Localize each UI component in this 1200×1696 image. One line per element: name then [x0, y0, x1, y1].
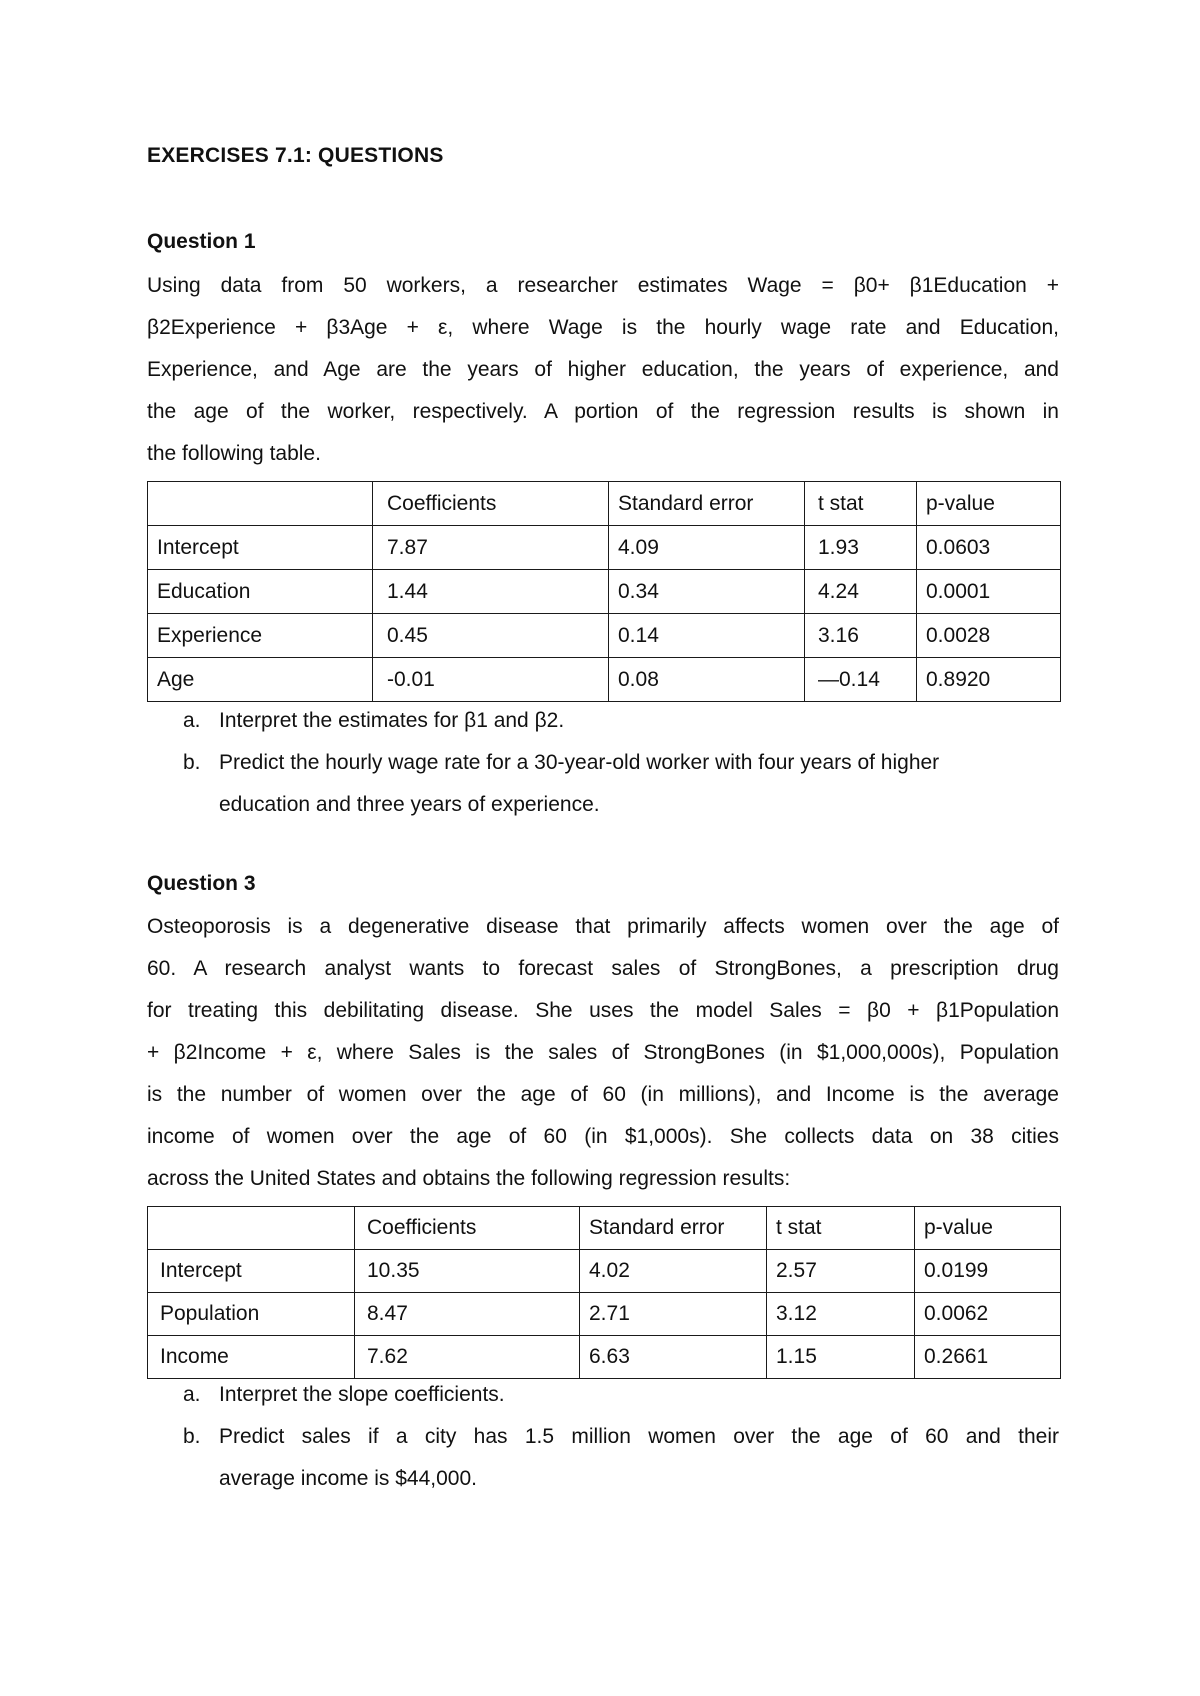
table-row — [148, 570, 1061, 614]
item-text: education and three years of experience. — [219, 793, 600, 816]
paragraph-line: the age of the worker, respectively. A portion of the regression results is shown in — [147, 400, 1059, 423]
table-row — [148, 526, 1061, 570]
table-cell: 4.24 — [805, 570, 917, 614]
table-cell: 3.16 — [805, 614, 917, 658]
question-3-text — [147, 906, 1059, 1200]
table-cell: 0.2661 — [915, 1336, 1061, 1379]
table-cell: 0.0062 — [915, 1293, 1061, 1336]
table-header-row — [148, 1207, 1061, 1250]
table-row — [148, 1336, 1061, 1379]
table-cell: 2.57 — [767, 1250, 915, 1293]
question-3-subquestions — [147, 1374, 1059, 1500]
paragraph-line: β2Experience + β3Age + ε, where Wage is the hourly wage rate and Education, — [147, 316, 1059, 339]
paragraph-line: Using data from 50 workers, a researcher estimates Wage = β0+ β1Education + — [147, 274, 1059, 297]
paragraph-line: the following table. — [147, 442, 321, 465]
row-label-cell: Income — [148, 1336, 355, 1379]
table-cell: 0.14 — [609, 614, 805, 658]
table-cell: 1.15 — [767, 1336, 915, 1379]
item-text: Interpret the slope coefficients. — [219, 1383, 505, 1406]
table-cell: 0.08 — [609, 658, 805, 702]
table-cell: 1.44 — [373, 570, 609, 614]
item-text: Predict the hourly wage rate for a 30-year-old worker with four years of higher — [219, 751, 940, 774]
header-cell: Coefficients — [373, 482, 609, 526]
header-cell — [148, 482, 373, 526]
row-label-cell: Intercept — [148, 1250, 355, 1293]
table-row — [148, 614, 1061, 658]
paragraph-line: Osteoporosis is a degenerative disease that primarily affects women over the age of — [147, 915, 1059, 938]
list-item — [147, 1416, 1059, 1500]
header-cell: Standard error — [609, 482, 805, 526]
table-cell: 0.8920 — [917, 658, 1061, 702]
table-cell: 0.0603 — [917, 526, 1061, 570]
page-heading: EXERCISES 7.1: QUESTIONS — [147, 144, 444, 167]
question-1-title: Question 1 — [147, 230, 256, 253]
table-cell: 4.09 — [609, 526, 805, 570]
paragraph-line: Experience, and Age are the years of higher education, the years of experience, and — [147, 358, 1059, 381]
question-1-subquestions — [147, 700, 1059, 826]
item-marker: b. — [183, 1425, 201, 1448]
paragraph-line: is the number of women over the age of 60 (in millions), and Income is the average — [147, 1083, 1059, 1106]
paragraph-line: 60. A research analyst wants to forecast sales of StrongBones, a prescription drug — [147, 957, 1059, 980]
table-cell: -0.01 — [373, 658, 609, 702]
header-cell — [148, 1207, 355, 1250]
table-cell: 10.35 — [355, 1250, 580, 1293]
row-label-cell: Age — [148, 658, 373, 702]
table-cell: 4.02 — [580, 1250, 767, 1293]
table-cell: 3.12 — [767, 1293, 915, 1336]
header-cell: t stat — [805, 482, 917, 526]
list-item — [147, 700, 1059, 742]
table-cell: 0.45 — [373, 614, 609, 658]
table-row — [148, 1293, 1061, 1336]
table-cell: 0.0199 — [915, 1250, 1061, 1293]
header-cell: Coefficients — [355, 1207, 580, 1250]
item-text: Predict sales if a city has 1.5 million women over the age of 60 and their — [219, 1425, 1059, 1448]
paragraph-line: for treating this debilitating disease. She uses the model Sales = β0 + β1Population — [147, 999, 1059, 1022]
item-text: Interpret the estimates for β1 and β2. — [219, 709, 565, 732]
row-label-cell: Intercept — [148, 526, 373, 570]
header-cell: t stat — [767, 1207, 915, 1250]
table-cell: 7.87 — [373, 526, 609, 570]
table-row — [148, 1250, 1061, 1293]
table-cell: 8.47 — [355, 1293, 580, 1336]
header-cell: p-value — [915, 1207, 1061, 1250]
header-cell: Standard error — [580, 1207, 767, 1250]
item-text: average income is $44,000. — [219, 1467, 477, 1490]
question-3-regression-table — [147, 1206, 1061, 1379]
question-1-text — [147, 265, 1059, 475]
table-cell: 0.0001 — [917, 570, 1061, 614]
row-label-cell: Population — [148, 1293, 355, 1336]
table-cell: 1.93 — [805, 526, 917, 570]
question-3-title: Question 3 — [147, 872, 256, 895]
table-cell: 0.0028 — [917, 614, 1061, 658]
table-cell: 0.34 — [609, 570, 805, 614]
table-row — [148, 658, 1061, 702]
item-marker: b. — [183, 751, 201, 774]
table-cell: —0.14 — [805, 658, 917, 702]
row-label-cell: Experience — [148, 614, 373, 658]
table-cell: 2.71 — [580, 1293, 767, 1336]
table-cell: 6.63 — [580, 1336, 767, 1379]
question-1-regression-table — [147, 481, 1061, 702]
item-marker: a. — [183, 1383, 201, 1406]
paragraph-line: + β2Income + ε, where Sales is the sales of StrongBones (in $1,000,000s), Population — [147, 1041, 1059, 1064]
item-marker: a. — [183, 709, 201, 732]
row-label-cell: Education — [148, 570, 373, 614]
paragraph-line: income of women over the age of 60 (in $1,000s). She collects data on 38 cities — [147, 1125, 1059, 1148]
table-header-row — [148, 482, 1061, 526]
header-cell: p-value — [917, 482, 1061, 526]
list-item — [147, 742, 1059, 826]
paragraph-line: across the United States and obtains the following regression results: — [147, 1167, 791, 1190]
table-cell: 7.62 — [355, 1336, 580, 1379]
list-item — [147, 1374, 1059, 1416]
